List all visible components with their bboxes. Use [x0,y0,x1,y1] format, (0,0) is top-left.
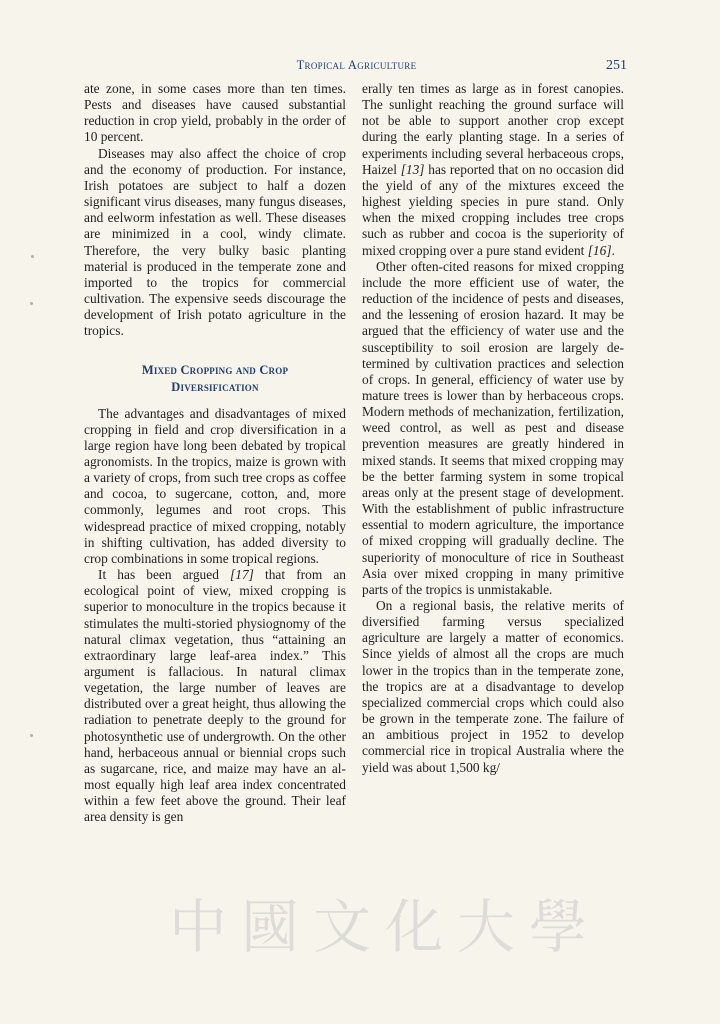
paragraph: Other often-cited reasons for mixed cropping include the more efficient use of water, the reduction of the incidence of pests and diseases, and the lessening of erosion hazard. It may be argued that the efficiency of water use and the susceptibility to soil erosion are largely determined by cultivation practices and selection of crops. In general, efficiency of water use by mature trees is lower than by herbaceous crops. Modern methods of mechanization, fertilization, weed control, as well as pest and disease prevention measures are greatly hindered in mixed stands. It seems that mixed cropping may be the better farming system in some tropical areas only at the present stage of development. With the establishment of public infrastructure essential to modern agriculture, the importance of mixed cropping will gradually decline. The superiority of monoculture of rice in Southeast Asia over mixed cropping in many primitive parts of the tropics is unmistakable. [362,258,624,597]
paragraph [84,567,346,826]
text-run: . [611,242,615,258]
citation: [16] [587,242,612,258]
left-column [84,81,346,826]
paragraph [362,81,624,259]
paragraph: The advantages and disadvantages of mixed cropping in field and crop diversification in a large region have long been debated by tropical agronomists. In the tropics, maize is grown with a variety of crops, from such tree crops as coffee and cocoa, to sugercane, cotton, and, more commonly, legumes and root crops. This widespread practice of mixed cropping, notably in shifting cultivation, has added diversity to crop combinations in some tropical regions. [84,405,346,566]
citation: [17] [230,567,254,583]
section-heading-line: Diversification [171,379,259,394]
text-run: erally ten times as large as in forest canopies. The sunlight reaching the ground surface will not be able to support another crop except during the early planting stage. In a series of experiments including several herbaceous crops, Haizel [362,81,624,177]
text-run: that from an ecological point of view, mixed cropping is superior to monoculture in the tropics because it stimulates the multi-storied physiognomy of the natural climax vegetation, thus “attaining an extraordinary large leaf-area index.” This argument is fallacious. In natural climax vegetation, the large number of leaves are distributed over a great height, thus allowing the radiation to penetrate deeply to the ground for photosynthetic use of undergrowth. On the other hand, herbaceous annual or biennial crops such as sugarcane, rice, and maize may have an almost equally high leaf area index concentrated within a few feet above the ground. Their leaf area density is gen [84,567,347,825]
section-heading [84,362,346,396]
margin-speck [31,255,34,258]
page-number: 251 [606,58,627,73]
paragraph: On a regional basis, the relative merits of diversified farming versus specialized agriculture are largely a matter of economics. Since yields of almost all the crops are much lower in the tropics than in the temperate zone, the tropics are at a disadvantage to develop specialized commercial crops which could also be grown in the temperate zone. The failure of an ambitious project in 1952 to develop commercial rice in tropical Australia where the yield was about 1,500 kg/ [362,598,624,775]
citation: [13] [400,161,425,177]
text-run: It has been argued [98,567,231,583]
section-heading-line: Mixed Cropping and Crop [141,362,289,377]
right-column [362,81,624,776]
page-header [84,58,629,76]
text-run: has reported that on no occasion did the yield of any of the mixtures exceed the highest yielding species in pure stand. Only when the mixed cropping includes tree crops such as rubber and cocoa is the superiority of mixed cropping over a pure stand evident [362,161,624,258]
margin-speck [30,302,33,305]
watermark: 中國文化大學 [168,893,601,961]
running-title: Tropical Agriculture [296,58,417,72]
margin-speck [30,734,33,737]
paragraph: Diseases may also affect the choice of crop and the economy of production. For instance, Irish potatoes are subject to half a dozen significant virus diseases, many fungus diseases, and eelworm infestation as well. These diseases are minimized in a cool, windy climate. Therefore, the very bulky basic planting material is produced in the temperate zone and imported to the tropics for commercial cultivation. The expensive seeds discourage the development of Irish potato agriculture in the tropics. [84,145,346,339]
paragraph: ate zone, in some cases more than ten times. Pests and diseases have caused substantial reduction in crop yield, probably in the order of 10 percent. [84,81,346,145]
